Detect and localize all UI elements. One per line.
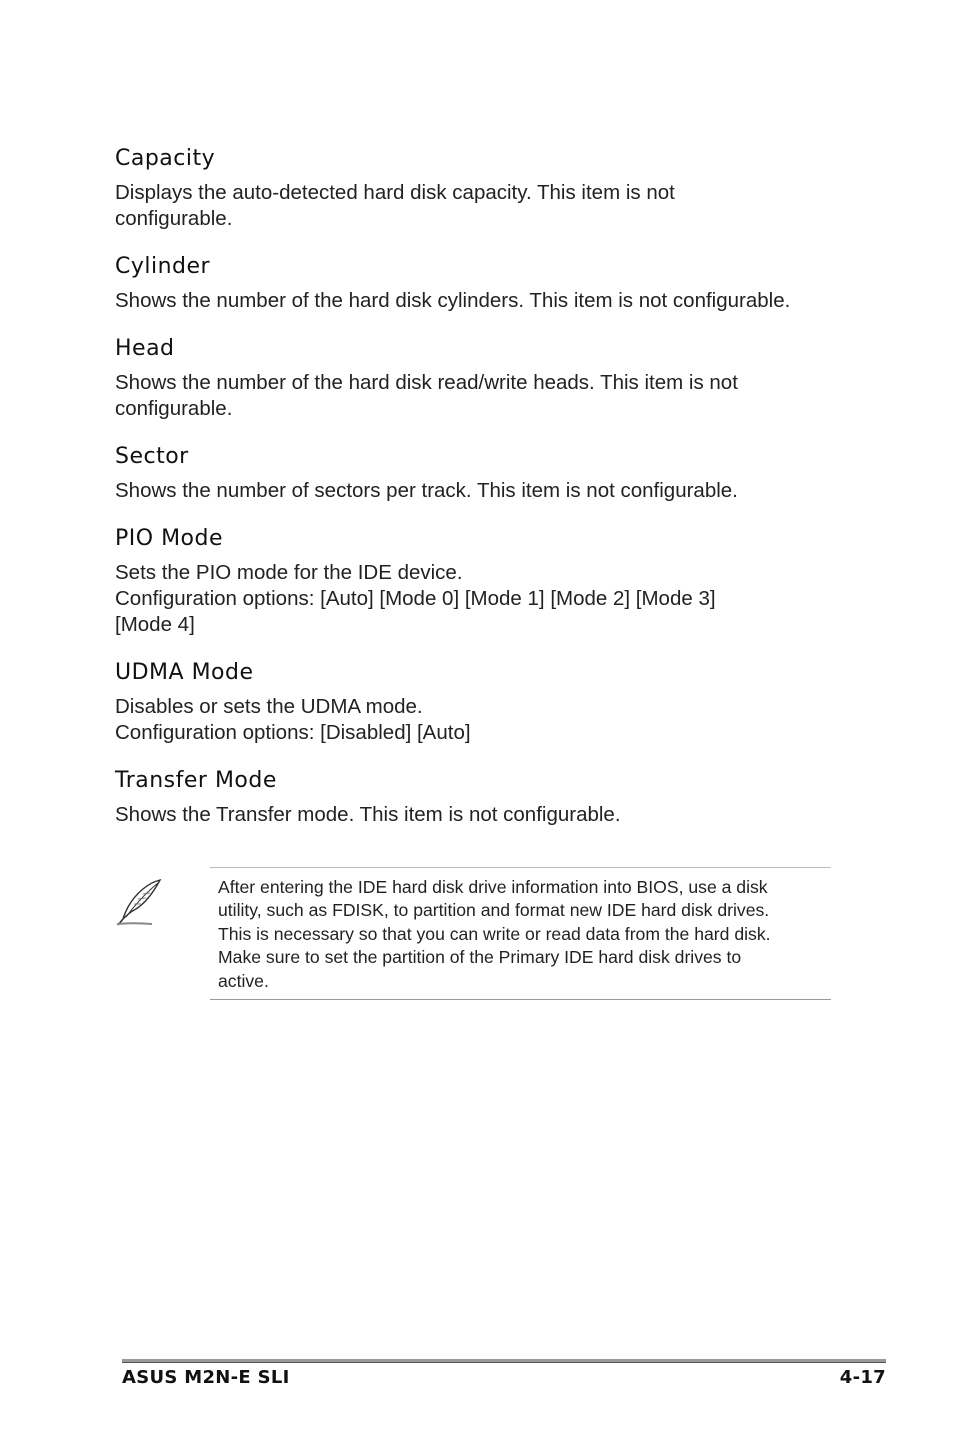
feather-pen-icon (114, 877, 166, 929)
section-body-cylinder (115, 288, 835, 314)
section-heading-cylinder: Cylinder (115, 254, 211, 279)
section-heading-capacity: Capacity (115, 146, 216, 171)
section-body-pio-mode (115, 560, 835, 638)
footer-divider (122, 1359, 886, 1363)
section-body-sector (115, 478, 835, 504)
text-line: Shows the number of sectors per track. This item is not configurable. (115, 479, 738, 502)
note-box (210, 867, 831, 1000)
section-heading-pio-mode: PIO Mode (115, 526, 224, 551)
note-text (218, 876, 828, 993)
section-heading-transfer-mode: Transfer Mode (115, 768, 277, 793)
section-body-head (115, 370, 835, 422)
section-body-capacity (115, 180, 835, 232)
section-heading-sector: Sector (115, 444, 189, 469)
text-line: Sets the PIO mode for the IDE device. (115, 561, 463, 584)
text-line: Shows the number of the hard disk cylinders. This item is not configurable. (115, 289, 791, 312)
text-line: Shows the Transfer mode. This item is not configurable. (115, 803, 621, 826)
text-line: Configuration options: [Auto] [Mode 0] [Mode 1] [Mode 2] [Mode 3] (115, 587, 716, 610)
footer-page-number: 4-17 (839, 1367, 886, 1388)
section-body-transfer-mode (115, 802, 835, 828)
text-line: configurable. (115, 397, 233, 420)
footer-product-name: ASUS M2N-E SLI (122, 1367, 290, 1388)
section-heading-head: Head (115, 336, 175, 361)
note-line: utility, such as FDISK, to partition and format new IDE hard disk drives. (218, 900, 770, 921)
text-line: Configuration options: [Disabled] [Auto] (115, 721, 471, 744)
note-line: After entering the IDE hard disk drive information into BIOS, use a disk (218, 877, 768, 897)
text-line: Displays the auto-detected hard disk capacity. This item is not (115, 181, 675, 204)
note-line: active. (218, 970, 269, 991)
section-heading-udma-mode: UDMA Mode (115, 660, 254, 685)
text-line: Shows the number of the hard disk read/write heads. This item is not (115, 371, 738, 394)
section-body-udma-mode (115, 694, 835, 746)
text-line: Disables or sets the UDMA mode. (115, 695, 423, 718)
text-line: configurable. (115, 207, 233, 230)
text-line: [Mode 4] (115, 613, 195, 636)
note-line: This is necessary so that you can write or read data from the hard disk. (218, 923, 771, 944)
note-line: Make sure to set the partition of the Primary IDE hard disk drives to (218, 947, 742, 968)
